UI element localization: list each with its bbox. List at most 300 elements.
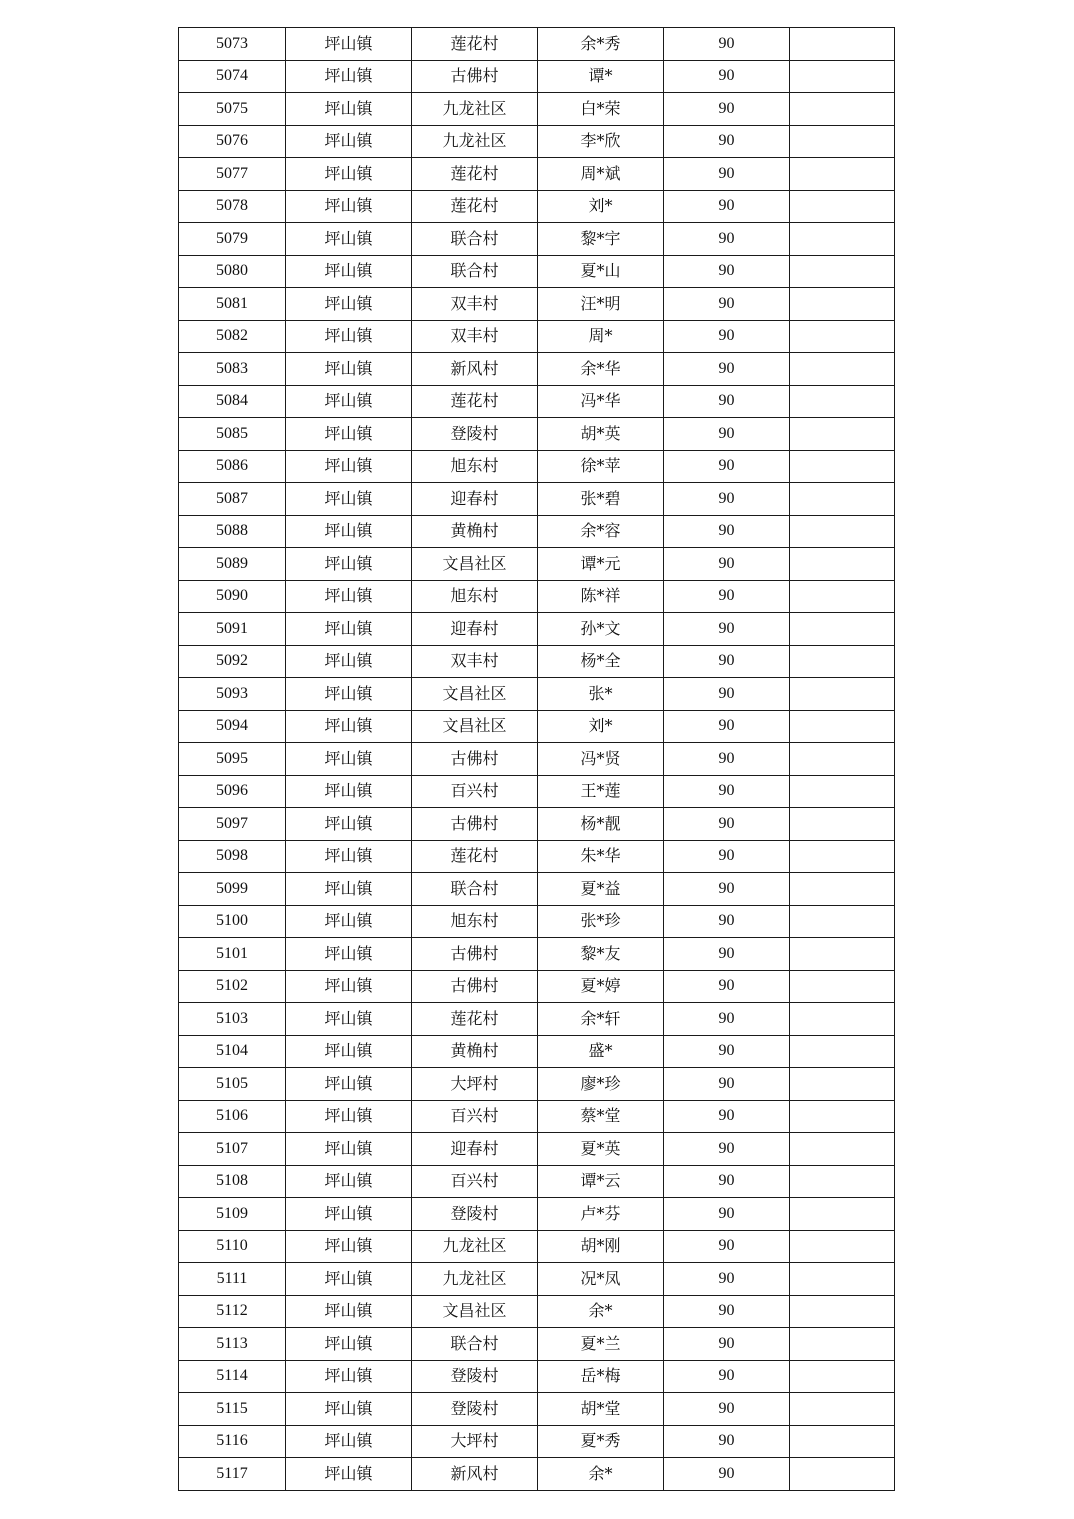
- table-row: [179, 1230, 895, 1263]
- cell-score: 90: [664, 223, 790, 256]
- table-row: [179, 775, 895, 808]
- cell-score: 90: [664, 93, 790, 126]
- cell-score: 90: [664, 190, 790, 223]
- cell-village: 古佛村: [412, 808, 538, 841]
- cell-id: 5115: [179, 1393, 286, 1426]
- cell-score: 90: [664, 288, 790, 321]
- table-row: [179, 190, 895, 223]
- cell-note: [790, 1165, 895, 1198]
- cell-name: 朱*华: [538, 840, 664, 873]
- cell-town: 坪山镇: [286, 1198, 412, 1231]
- cell-note: [790, 1198, 895, 1231]
- cell-name: 廖*珍: [538, 1068, 664, 1101]
- cell-note: [790, 1100, 895, 1133]
- cell-score: 90: [664, 483, 790, 516]
- cell-name: 汪*明: [538, 288, 664, 321]
- cell-town: 坪山镇: [286, 548, 412, 581]
- cell-village: 登陵村: [412, 1198, 538, 1231]
- cell-town: 坪山镇: [286, 515, 412, 548]
- cell-town: 坪山镇: [286, 905, 412, 938]
- cell-note: [790, 418, 895, 451]
- cell-score: 90: [664, 28, 790, 61]
- cell-note: [790, 1133, 895, 1166]
- cell-score: 90: [664, 645, 790, 678]
- cell-town: 坪山镇: [286, 580, 412, 613]
- cell-town: 坪山镇: [286, 1393, 412, 1426]
- cell-town: 坪山镇: [286, 255, 412, 288]
- cell-score: 90: [664, 450, 790, 483]
- cell-note: [790, 905, 895, 938]
- table-row: [179, 385, 895, 418]
- cell-score: 90: [664, 515, 790, 548]
- cell-id: 5074: [179, 60, 286, 93]
- cell-note: [790, 743, 895, 776]
- cell-name: 蔡*堂: [538, 1100, 664, 1133]
- cell-town: 坪山镇: [286, 775, 412, 808]
- table-row: [179, 1198, 895, 1231]
- cell-name: 余*: [538, 1458, 664, 1491]
- table-row: [179, 808, 895, 841]
- roster-table-body: [179, 28, 895, 1491]
- cell-village: 莲花村: [412, 158, 538, 191]
- cell-note: [790, 158, 895, 191]
- cell-score: 90: [664, 1035, 790, 1068]
- cell-village: 古佛村: [412, 970, 538, 1003]
- cell-id: 5082: [179, 320, 286, 353]
- cell-score: 90: [664, 938, 790, 971]
- cell-town: 坪山镇: [286, 190, 412, 223]
- cell-note: [790, 320, 895, 353]
- cell-village: 旭东村: [412, 450, 538, 483]
- cell-name: 夏*秀: [538, 1425, 664, 1458]
- cell-name: 夏*婷: [538, 970, 664, 1003]
- cell-note: [790, 1003, 895, 1036]
- table-row: [179, 970, 895, 1003]
- cell-village: 登陵村: [412, 1360, 538, 1393]
- table-row: [179, 93, 895, 126]
- cell-village: 新风村: [412, 353, 538, 386]
- cell-id: 5113: [179, 1328, 286, 1361]
- cell-id: 5110: [179, 1230, 286, 1263]
- cell-name: 岳*梅: [538, 1360, 664, 1393]
- cell-score: 90: [664, 970, 790, 1003]
- cell-id: 5087: [179, 483, 286, 516]
- table-row: [179, 580, 895, 613]
- cell-note: [790, 353, 895, 386]
- cell-town: 坪山镇: [286, 60, 412, 93]
- table-row: [179, 1003, 895, 1036]
- cell-id: 5083: [179, 353, 286, 386]
- cell-village: 九龙社区: [412, 1230, 538, 1263]
- cell-id: 5079: [179, 223, 286, 256]
- table-row: [179, 353, 895, 386]
- table-row: [179, 223, 895, 256]
- cell-town: 坪山镇: [286, 125, 412, 158]
- table-row: [179, 28, 895, 61]
- cell-village: 古佛村: [412, 938, 538, 971]
- cell-name: 夏*益: [538, 873, 664, 906]
- cell-id: 5097: [179, 808, 286, 841]
- cell-id: 5098: [179, 840, 286, 873]
- cell-name: 余*秀: [538, 28, 664, 61]
- cell-score: 90: [664, 255, 790, 288]
- cell-village: 迎春村: [412, 613, 538, 646]
- cell-id: 5080: [179, 255, 286, 288]
- cell-town: 坪山镇: [286, 678, 412, 711]
- cell-name: 余*: [538, 1295, 664, 1328]
- cell-village: 联合村: [412, 1328, 538, 1361]
- table-row: [179, 710, 895, 743]
- table-row: [179, 840, 895, 873]
- cell-village: 莲花村: [412, 28, 538, 61]
- cell-name: 胡*刚: [538, 1230, 664, 1263]
- cell-score: 90: [664, 808, 790, 841]
- table-row: [179, 1035, 895, 1068]
- table-row: [179, 678, 895, 711]
- cell-id: 5078: [179, 190, 286, 223]
- cell-town: 坪山镇: [286, 938, 412, 971]
- cell-village: 文昌社区: [412, 678, 538, 711]
- cell-score: 90: [664, 580, 790, 613]
- cell-town: 坪山镇: [286, 1165, 412, 1198]
- cell-name: 余*华: [538, 353, 664, 386]
- cell-score: 90: [664, 1295, 790, 1328]
- cell-name: 张*碧: [538, 483, 664, 516]
- table-row: [179, 158, 895, 191]
- cell-town: 坪山镇: [286, 223, 412, 256]
- cell-id: 5107: [179, 1133, 286, 1166]
- cell-village: 莲花村: [412, 840, 538, 873]
- cell-name: 黎*宇: [538, 223, 664, 256]
- cell-name: 夏*山: [538, 255, 664, 288]
- cell-name: 谭*元: [538, 548, 664, 581]
- cell-town: 坪山镇: [286, 1328, 412, 1361]
- table-row: [179, 418, 895, 451]
- cell-name: 张*: [538, 678, 664, 711]
- cell-village: 登陵村: [412, 418, 538, 451]
- table-row: [179, 255, 895, 288]
- cell-name: 余*轩: [538, 1003, 664, 1036]
- cell-village: 旭东村: [412, 580, 538, 613]
- cell-village: 新风村: [412, 1458, 538, 1491]
- cell-name: 胡*英: [538, 418, 664, 451]
- cell-score: 90: [664, 1458, 790, 1491]
- table-row: [179, 743, 895, 776]
- cell-id: 5106: [179, 1100, 286, 1133]
- cell-name: 谭*云: [538, 1165, 664, 1198]
- cell-note: [790, 1230, 895, 1263]
- cell-score: 90: [664, 678, 790, 711]
- table-row: [179, 1263, 895, 1296]
- cell-id: 5096: [179, 775, 286, 808]
- cell-town: 坪山镇: [286, 1458, 412, 1491]
- table-row: [179, 60, 895, 93]
- cell-village: 莲花村: [412, 385, 538, 418]
- cell-score: 90: [664, 743, 790, 776]
- cell-id: 5081: [179, 288, 286, 321]
- cell-town: 坪山镇: [286, 1035, 412, 1068]
- cell-note: [790, 255, 895, 288]
- cell-town: 坪山镇: [286, 1003, 412, 1036]
- cell-note: [790, 710, 895, 743]
- table-row: [179, 1165, 895, 1198]
- table-row: [179, 1133, 895, 1166]
- cell-note: [790, 548, 895, 581]
- cell-id: 5109: [179, 1198, 286, 1231]
- cell-id: 5092: [179, 645, 286, 678]
- cell-village: 联合村: [412, 873, 538, 906]
- cell-town: 坪山镇: [286, 1263, 412, 1296]
- cell-village: 大坪村: [412, 1425, 538, 1458]
- cell-score: 90: [664, 158, 790, 191]
- cell-village: 九龙社区: [412, 125, 538, 158]
- cell-town: 坪山镇: [286, 1425, 412, 1458]
- table-row: [179, 1100, 895, 1133]
- cell-town: 坪山镇: [286, 28, 412, 61]
- roster-table: [178, 27, 895, 1491]
- cell-town: 坪山镇: [286, 743, 412, 776]
- table-row: [179, 1458, 895, 1491]
- cell-id: 5073: [179, 28, 286, 61]
- cell-id: 5090: [179, 580, 286, 613]
- cell-score: 90: [664, 125, 790, 158]
- cell-note: [790, 613, 895, 646]
- cell-score: 90: [664, 548, 790, 581]
- table-row: [179, 548, 895, 581]
- cell-village: 大坪村: [412, 1068, 538, 1101]
- cell-id: 5093: [179, 678, 286, 711]
- cell-note: [790, 678, 895, 711]
- cell-village: 古佛村: [412, 743, 538, 776]
- cell-note: [790, 515, 895, 548]
- cell-id: 5101: [179, 938, 286, 971]
- cell-name: 杨*靓: [538, 808, 664, 841]
- cell-town: 坪山镇: [286, 450, 412, 483]
- cell-note: [790, 1425, 895, 1458]
- cell-id: 5102: [179, 970, 286, 1003]
- cell-name: 李*欣: [538, 125, 664, 158]
- cell-id: 5114: [179, 1360, 286, 1393]
- cell-score: 90: [664, 385, 790, 418]
- cell-id: 5076: [179, 125, 286, 158]
- cell-name: 盛*: [538, 1035, 664, 1068]
- cell-score: 90: [664, 873, 790, 906]
- cell-id: 5089: [179, 548, 286, 581]
- cell-town: 坪山镇: [286, 1100, 412, 1133]
- cell-name: 周*斌: [538, 158, 664, 191]
- cell-score: 90: [664, 418, 790, 451]
- cell-town: 坪山镇: [286, 320, 412, 353]
- cell-name: 余*容: [538, 515, 664, 548]
- cell-note: [790, 28, 895, 61]
- cell-id: 5104: [179, 1035, 286, 1068]
- table-row: [179, 320, 895, 353]
- cell-town: 坪山镇: [286, 840, 412, 873]
- cell-note: [790, 970, 895, 1003]
- cell-village: 双丰村: [412, 645, 538, 678]
- cell-village: 联合村: [412, 255, 538, 288]
- cell-name: 刘*: [538, 190, 664, 223]
- cell-note: [790, 190, 895, 223]
- cell-town: 坪山镇: [286, 158, 412, 191]
- cell-note: [790, 775, 895, 808]
- table-row: [179, 905, 895, 938]
- cell-note: [790, 840, 895, 873]
- cell-id: 5100: [179, 905, 286, 938]
- cell-village: 文昌社区: [412, 548, 538, 581]
- cell-village: 迎春村: [412, 1133, 538, 1166]
- cell-id: 5095: [179, 743, 286, 776]
- cell-name: 夏*兰: [538, 1328, 664, 1361]
- cell-score: 90: [664, 710, 790, 743]
- cell-village: 九龙社区: [412, 93, 538, 126]
- table-row: [179, 1295, 895, 1328]
- cell-town: 坪山镇: [286, 710, 412, 743]
- cell-id: 5108: [179, 1165, 286, 1198]
- cell-note: [790, 1263, 895, 1296]
- cell-note: [790, 938, 895, 971]
- table-row: [179, 1425, 895, 1458]
- cell-note: [790, 1458, 895, 1491]
- cell-village: 莲花村: [412, 190, 538, 223]
- cell-score: 90: [664, 60, 790, 93]
- table-row: [179, 645, 895, 678]
- cell-score: 90: [664, 840, 790, 873]
- cell-note: [790, 580, 895, 613]
- cell-note: [790, 1035, 895, 1068]
- cell-town: 坪山镇: [286, 1230, 412, 1263]
- cell-score: 90: [664, 1360, 790, 1393]
- cell-town: 坪山镇: [286, 1133, 412, 1166]
- cell-town: 坪山镇: [286, 353, 412, 386]
- cell-note: [790, 645, 895, 678]
- cell-id: 5112: [179, 1295, 286, 1328]
- cell-name: 杨*全: [538, 645, 664, 678]
- cell-town: 坪山镇: [286, 1360, 412, 1393]
- cell-note: [790, 93, 895, 126]
- cell-score: 90: [664, 1230, 790, 1263]
- cell-note: [790, 1068, 895, 1101]
- cell-village: 黄桷村: [412, 515, 538, 548]
- cell-name: 卢*芬: [538, 1198, 664, 1231]
- cell-score: 90: [664, 1133, 790, 1166]
- table-row: [179, 873, 895, 906]
- cell-name: 孙*文: [538, 613, 664, 646]
- cell-score: 90: [664, 1263, 790, 1296]
- table-row: [179, 1393, 895, 1426]
- cell-score: 90: [664, 1425, 790, 1458]
- cell-note: [790, 125, 895, 158]
- cell-id: 5086: [179, 450, 286, 483]
- cell-town: 坪山镇: [286, 1068, 412, 1101]
- cell-note: [790, 1295, 895, 1328]
- cell-score: 90: [664, 613, 790, 646]
- cell-id: 5085: [179, 418, 286, 451]
- cell-id: 5116: [179, 1425, 286, 1458]
- cell-name: 况*凤: [538, 1263, 664, 1296]
- cell-score: 90: [664, 1100, 790, 1133]
- cell-score: 90: [664, 1003, 790, 1036]
- cell-town: 坪山镇: [286, 1295, 412, 1328]
- table-row: [179, 1068, 895, 1101]
- cell-note: [790, 223, 895, 256]
- cell-id: 5075: [179, 93, 286, 126]
- cell-note: [790, 873, 895, 906]
- cell-score: 90: [664, 1165, 790, 1198]
- cell-id: 5105: [179, 1068, 286, 1101]
- cell-village: 迎春村: [412, 483, 538, 516]
- table-row: [179, 450, 895, 483]
- cell-id: 5088: [179, 515, 286, 548]
- cell-note: [790, 450, 895, 483]
- cell-id: 5094: [179, 710, 286, 743]
- cell-village: 文昌社区: [412, 710, 538, 743]
- cell-id: 5077: [179, 158, 286, 191]
- cell-village: 文昌社区: [412, 1295, 538, 1328]
- cell-town: 坪山镇: [286, 385, 412, 418]
- cell-score: 90: [664, 1393, 790, 1426]
- cell-town: 坪山镇: [286, 873, 412, 906]
- cell-name: 陈*祥: [538, 580, 664, 613]
- cell-town: 坪山镇: [286, 93, 412, 126]
- table-row: [179, 1328, 895, 1361]
- cell-name: 周*: [538, 320, 664, 353]
- cell-note: [790, 60, 895, 93]
- cell-name: 胡*堂: [538, 1393, 664, 1426]
- cell-score: 90: [664, 320, 790, 353]
- cell-village: 双丰村: [412, 320, 538, 353]
- cell-score: 90: [664, 905, 790, 938]
- cell-id: 5099: [179, 873, 286, 906]
- cell-name: 张*珍: [538, 905, 664, 938]
- cell-village: 双丰村: [412, 288, 538, 321]
- cell-name: 冯*贤: [538, 743, 664, 776]
- cell-note: [790, 385, 895, 418]
- cell-village: 登陵村: [412, 1393, 538, 1426]
- table-row: [179, 613, 895, 646]
- cell-score: 90: [664, 1198, 790, 1231]
- cell-town: 坪山镇: [286, 418, 412, 451]
- cell-name: 谭*: [538, 60, 664, 93]
- cell-id: 5084: [179, 385, 286, 418]
- cell-note: [790, 288, 895, 321]
- cell-village: 百兴村: [412, 775, 538, 808]
- cell-score: 90: [664, 353, 790, 386]
- table-row: [179, 938, 895, 971]
- cell-name: 王*莲: [538, 775, 664, 808]
- table-row: [179, 125, 895, 158]
- cell-village: 联合村: [412, 223, 538, 256]
- cell-village: 百兴村: [412, 1100, 538, 1133]
- cell-town: 坪山镇: [286, 483, 412, 516]
- cell-village: 黄桷村: [412, 1035, 538, 1068]
- table-row: [179, 1360, 895, 1393]
- cell-village: 莲花村: [412, 1003, 538, 1036]
- cell-name: 冯*华: [538, 385, 664, 418]
- cell-town: 坪山镇: [286, 808, 412, 841]
- cell-id: 5091: [179, 613, 286, 646]
- cell-id: 5103: [179, 1003, 286, 1036]
- cell-town: 坪山镇: [286, 288, 412, 321]
- cell-note: [790, 483, 895, 516]
- cell-note: [790, 1328, 895, 1361]
- cell-note: [790, 1360, 895, 1393]
- cell-name: 白*荣: [538, 93, 664, 126]
- cell-score: 90: [664, 1328, 790, 1361]
- cell-name: 黎*友: [538, 938, 664, 971]
- cell-village: 百兴村: [412, 1165, 538, 1198]
- cell-note: [790, 1393, 895, 1426]
